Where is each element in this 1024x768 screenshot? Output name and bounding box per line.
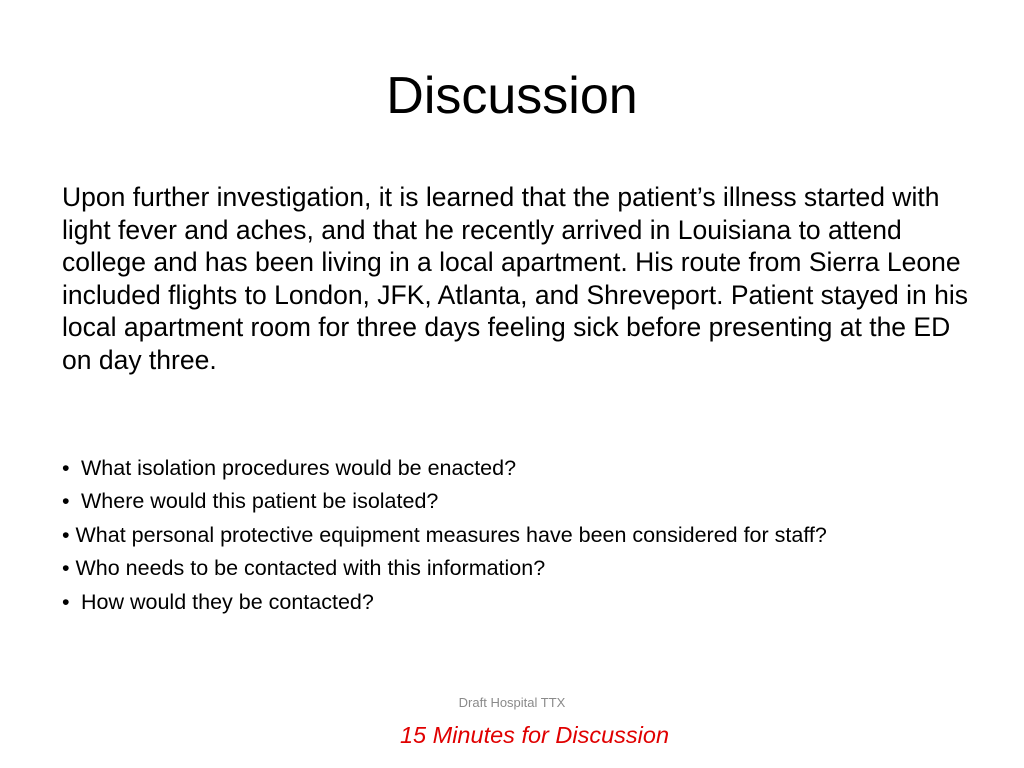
question-text: How would they be contacted? — [81, 589, 374, 614]
slide-title: Discussion — [386, 67, 638, 125]
question-item — [62, 554, 972, 582]
discussion-questions — [62, 454, 972, 621]
question-text: • What personal protective equipment measures have been considered for staff? — [62, 522, 827, 547]
question-text: • Who needs to be contacted with this information? — [62, 556, 546, 581]
question-text: Where would this patient be isolated? — [81, 489, 439, 514]
question-item — [62, 487, 972, 515]
question-item — [62, 588, 972, 616]
discussion-time-note: 15 Minutes for Discussion — [399, 722, 670, 748]
slide-footer: Draft Hospital TTX — [458, 695, 566, 710]
bullet-icon: • — [62, 489, 70, 514]
question-item — [62, 454, 972, 482]
question-item — [62, 521, 972, 549]
scenario-paragraph: Upon further investigation, it is learned that the patient’s illness started with light fever and aches, and that he recently arrived in Louisiana to attend college and has been living in a local apartment. His route from Sierra Leone included flights to London, JFK, Atlanta, and Shreveport. Patient stayed in his local apartment room for three days feeling sick before presenting at the ED on day three. — [62, 182, 968, 375]
bullet-icon: • — [62, 589, 70, 614]
question-text: What isolation procedures would be enacted? — [81, 456, 517, 480]
bullet-icon: • — [62, 456, 70, 480]
